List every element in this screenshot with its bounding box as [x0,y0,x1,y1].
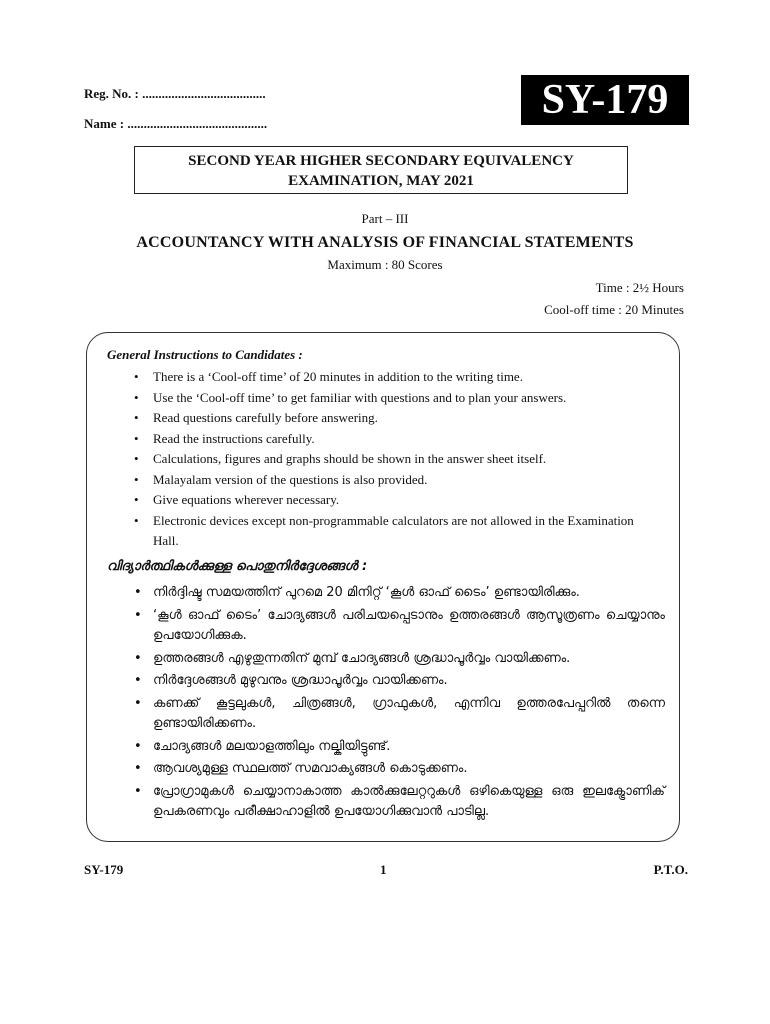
instruction-text: Malayalam version of the questions is also provided. [153,471,428,487]
list-item: • ‘കൂൾ ഓഫ് ടൈം’ ചോദ്യങ്ങൾ പരിചയപ്പെടാനും ഉത്തരങ്ങൾ ആസൂത്രണം ചെയ്യാനും ഉപയോഗിക്കുക. [134,607,665,643]
instruction-text: ഉത്തരങ്ങൾ എഴുതുന്നതിന് മുമ്പ് ചോദ്യങ്ങൾ ശ്രദ്ധാപൂർവ്വം വായിക്കണം. [153,650,571,666]
instruction-text: ആവശ്യമുള്ള സ്ഥലത്ത് സമവാക്യങ്ങൾ കൊടുക്കണം. [153,761,468,776]
instruction-text: പ്രോഗ്രാമുകൾ ചെയ്യാനാകാത്ത കാൽക്കുലേറ്ററുകൾ ഒഴികെയുള്ള ഒരു ഇലക്ട്രോണിക് ഉപകരണവും പരീക്ഷാഹാളിൽ ഉപയോഗിക്കുവാൻ പാടില്ല. [153,783,665,819]
list-item: • There is a ‘Cool-off time’ of 20 minutes in addition to the writing time. [134,369,523,384]
instruction-text: Read questions carefully before answering. [153,410,378,425]
malayalam-instructions-heading: വിദ്യാർത്ഥികൾക്കുള്ള പൊതുനിർദ്ദേശങ്ങൾ : [107,559,368,574]
instruction-text: Use the ‘Cool-off time’ to get familiar with questions and to plan your answers. [153,389,567,405]
list-item: • ആവശ്യമുള്ള സ്ഥലത്ത് സമവാക്യങ്ങൾ കൊടുക്കണം. [134,761,468,776]
list-item: • കണക്ക് കൂട്ടലുകൾ, ചിത്രങ്ങൾ, ഗ്രാഫുകൾ, എന്നിവ ഉത്തരപേപ്പറിൽ തന്നെ ഉണ്ടായിരിക്കണം. [134,695,665,731]
footer-paper-code: SY-179 [84,862,124,877]
cool-off-time: Cool-off time : 20 Minutes [544,302,684,317]
candidate-name-field: Name : ........................................... [84,116,268,131]
list-item: • Read questions carefully before answering. [134,410,378,425]
instruction-text: There is a ‘Cool-off time’ of 20 minutes in addition to the writing time. [153,369,523,384]
list-item: • Use the ‘Cool-off time’ to get familiar with questions and to plan your answers. [134,389,567,405]
list-item: • Electronic devices except non-programmable calculators are not allowed in the Examination Hall. [134,512,634,548]
list-item: • ഉത്തരങ്ങൾ എഴുതുന്നതിന് മുമ്പ് ചോദ്യങ്ങൾ ശ്രദ്ധാപൂർവ്വം വായിക്കണം. [134,650,571,666]
instruction-text: കണക്ക് കൂട്ടലുകൾ, ചിത്രങ്ങൾ, ഗ്രാഫുകൾ, എന്നിവ ഉത്തരപേപ്പറിൽ തന്നെ ഉണ്ടായിരിക്കണം. [153,695,665,731]
list-item: • Read the instructions carefully. [134,430,315,446]
english-instructions-list [130,367,655,552]
list-item: • Calculations, figures and graphs should be shown in the answer sheet itself. [134,451,547,466]
list-item: • Malayalam version of the questions is also provided. [134,471,428,487]
maximum-score: Maximum : 80 Scores [327,257,443,272]
instruction-text: നിർദ്ദേശങ്ങൾ മുഴുവനും ശ്രദ്ധാപൂർവ്വം വായിക്കണം. [153,673,448,688]
instruction-text: Give equations wherever necessary. [153,492,340,507]
list-item: • പ്രോഗ്രാമുകൾ ചെയ്യാനാകാത്ത കാൽക്കുലേറ്ററുകൾ ഒഴികെയുള്ള ഒരു ഇലക്ട്രോണിക് ഉപകരണവും പരീക്ഷാഹാളിൽ ഉപയോഗിക്കുവാൻ പാടില്ല. [134,783,665,819]
exam-time: Time : 2½ Hours [595,280,684,295]
instruction-text: Electronic devices except non-programmable calculators are not allowed in the Examination Hall. [153,512,634,548]
reg-no-field: Reg. No. : ...................................... [84,86,266,101]
list-item: • Give equations wherever necessary. [134,492,340,507]
subject-title: ACCOUNTANCY WITH ANALYSIS OF FINANCIAL STATEMENTS [136,234,634,251]
instructions-heading: General Instructions to Candidates : [107,347,303,362]
list-item: • നിർദ്ദിഷ്ട സമയത്തിന് പുറമെ 20 മിനിറ്റ് ‘കൂൾ ഓഫ് ടൈം’ ഉണ്ടായിരിക്കും. [134,585,580,600]
exam-title-line-2: EXAMINATION, MAY 2021 [288,173,474,189]
malayalam-instructions-list [130,583,665,825]
instruction-text: Calculations, figures and graphs should be shown in the answer sheet itself. [153,451,547,466]
exam-title-box [134,146,628,194]
instruction-text: ‘കൂൾ ഓഫ് ടൈം’ ചോദ്യങ്ങൾ പരിചയപ്പെടാനും ഉത്തരങ്ങൾ ആസൂത്രണം ചെയ്യാനും ഉപയോഗിക്കുക. [153,607,665,643]
list-item: • നിർദ്ദേശങ്ങൾ മുഴുവനും ശ്രദ്ധാപൂർവ്വം വായിക്കണം. [134,673,448,688]
instruction-text: Read the instructions carefully. [153,430,315,446]
exam-title-line-1: SECOND YEAR HIGHER SECONDARY EQUIVALENCY [188,153,574,169]
page-number: 1 [380,862,387,877]
list-item: • ചോദ്യങ്ങൾ മലയാളത്തിലും നല്കിയിട്ടുണ്ട്. [134,738,391,754]
part-label: Part – III [361,211,409,226]
paper-code-badge: SY-179 [521,75,689,125]
please-turn-over: P.T.O. [653,862,688,877]
instruction-text: നിർദ്ദിഷ്ട സമയത്തിന് പുറമെ 20 മിനിറ്റ് ‘കൂൾ ഓഫ് ടൈം’ ഉണ്ടായിരിക്കും. [153,585,580,600]
instruction-text: ചോദ്യങ്ങൾ മലയാളത്തിലും നല്കിയിട്ടുണ്ട്. [153,738,391,754]
